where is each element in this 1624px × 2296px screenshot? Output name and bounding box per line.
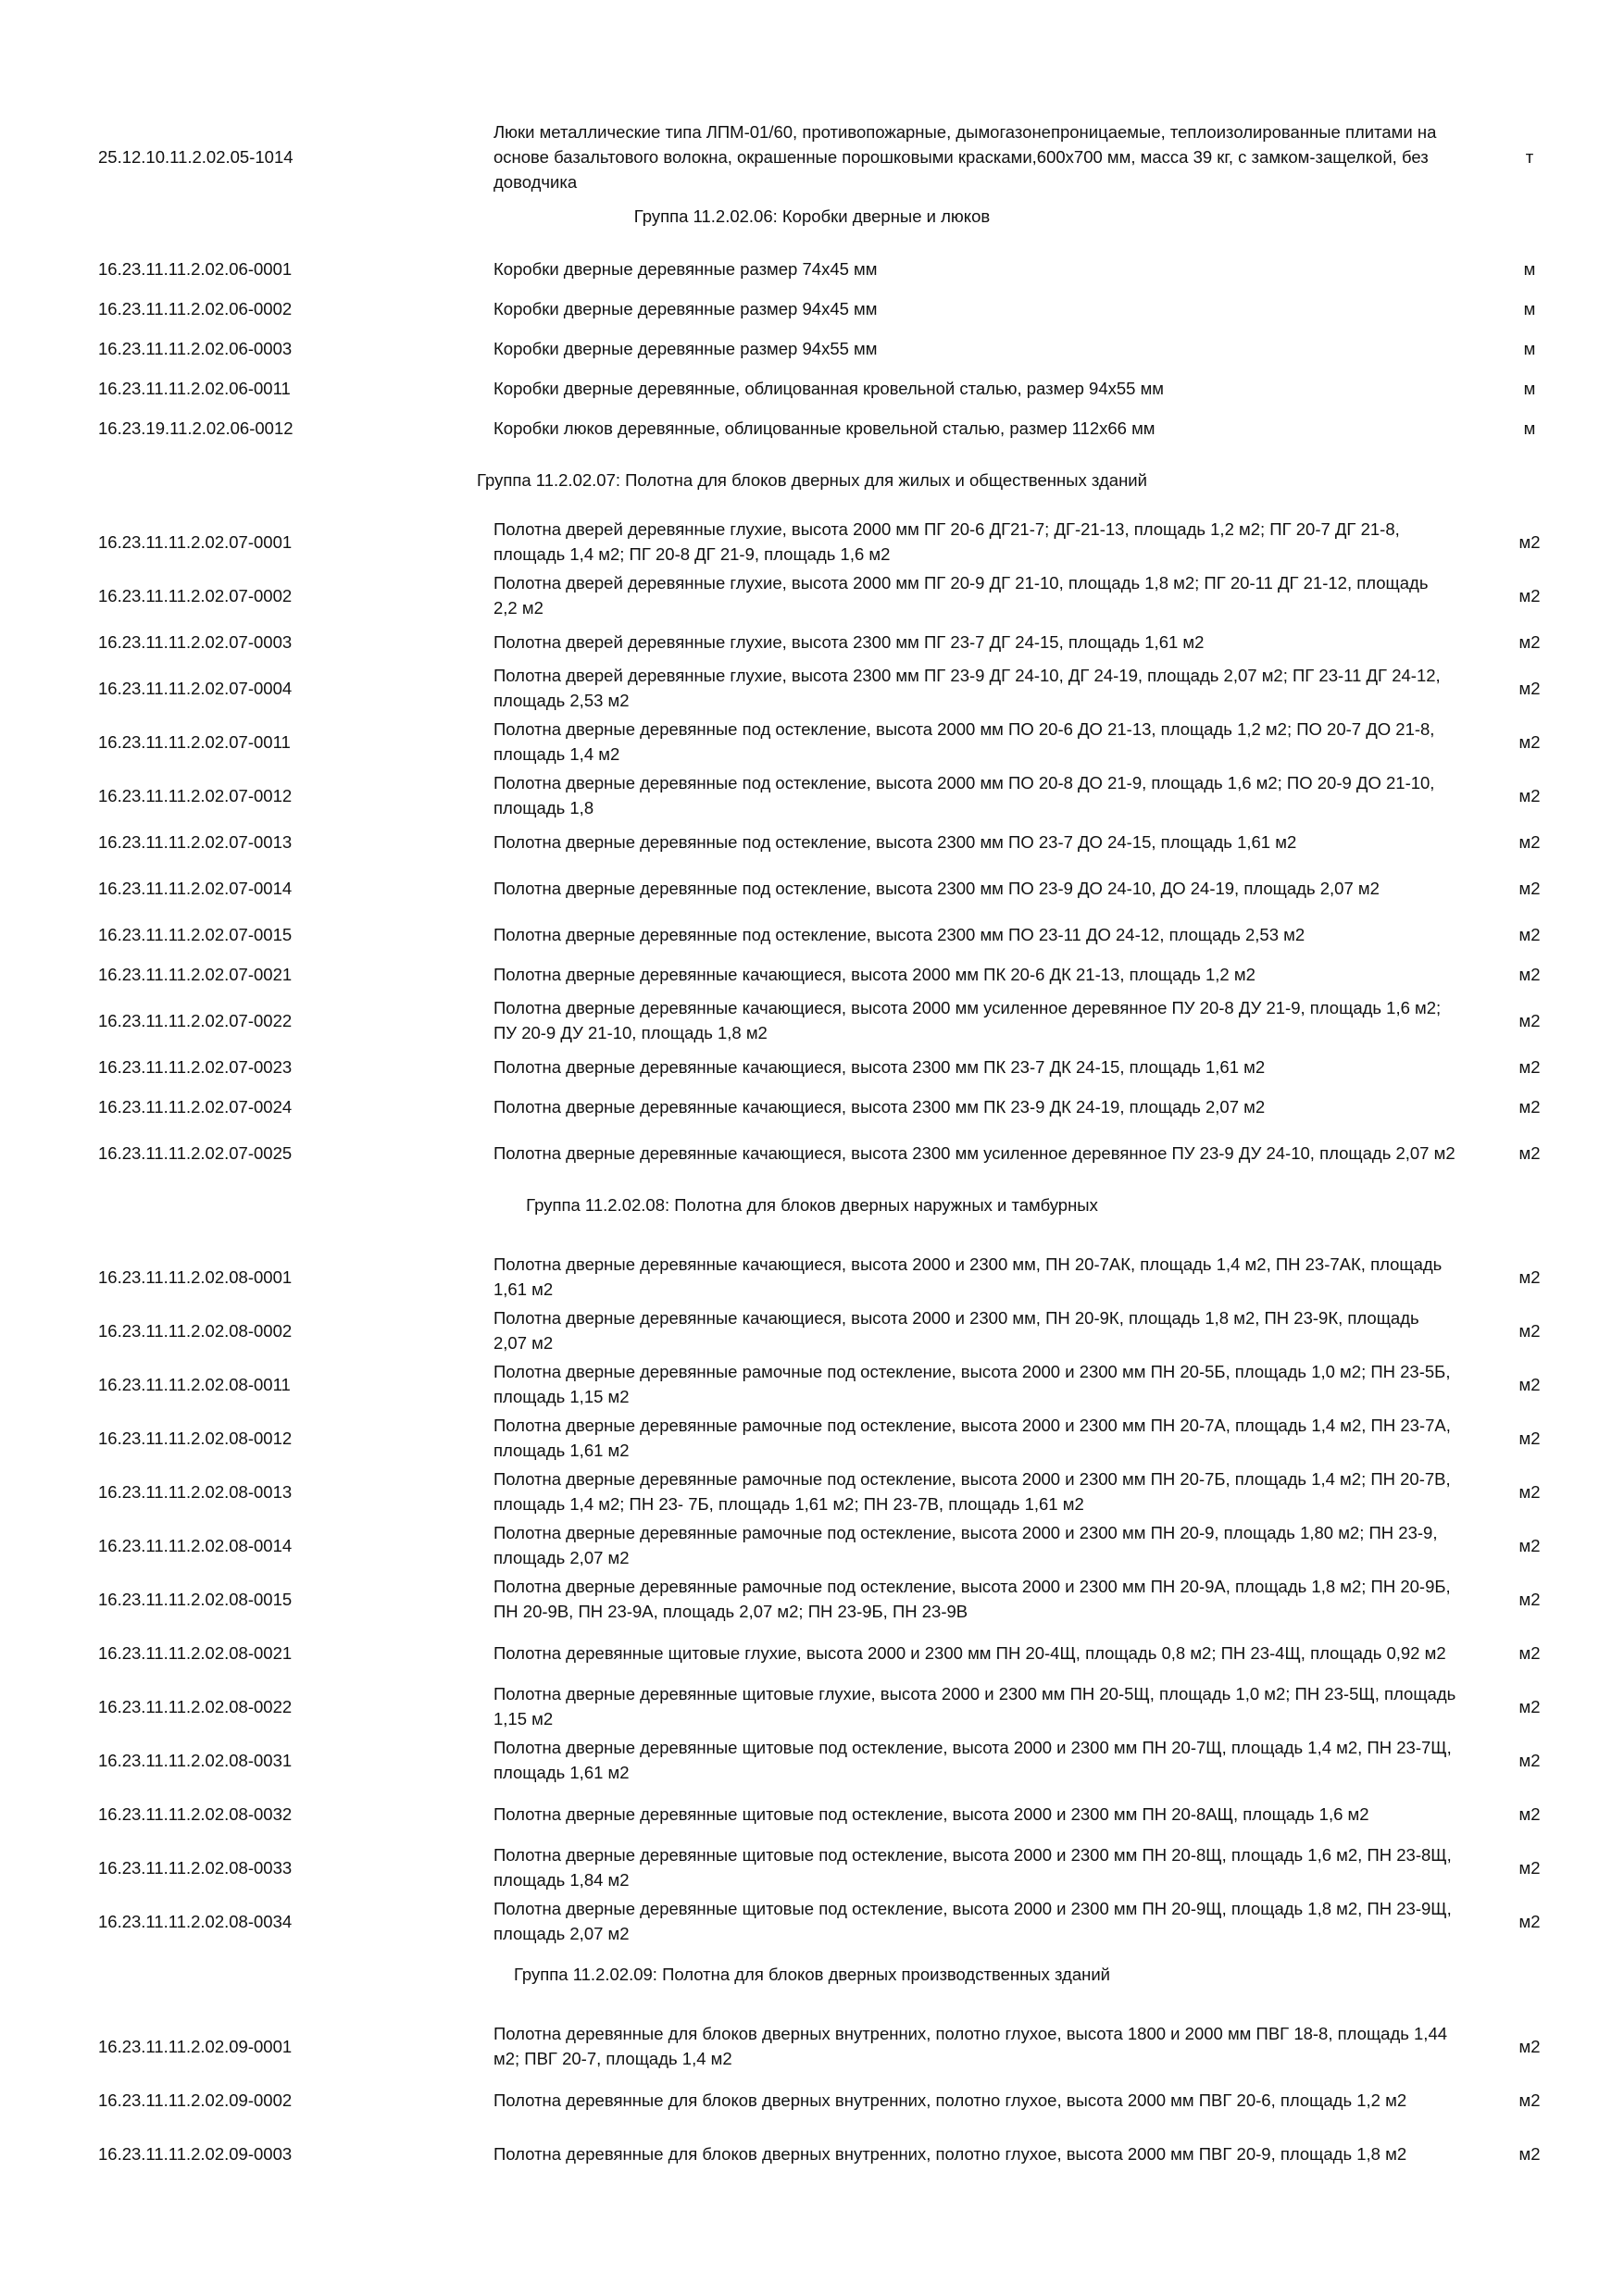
resource-unit: м [1523, 298, 1536, 318]
resource-description: Полотна дверей деревянные глухие, высота 2300 мм ПГ 23-9 ДГ 24-10, ДГ 24-19, площадь 2,07 м2; ПГ 23-11 ДГ 24-12, площадь 2,53 м2 [493, 666, 1441, 710]
resource-code: 16.23.11.11.2.02.07-0002 [98, 585, 293, 605]
resource-code: 16.23.11.11.2.02.08-0001 [98, 1267, 293, 1287]
resource-unit: м2 [1518, 678, 1541, 698]
table-row [0, 371, 1624, 405]
table-row [0, 1462, 1624, 1521]
resource-description: Полотна дверные деревянные качающиеся, высота 2000 и 2300 мм, ПН 20-9К, площадь 1,8 м2, ПН 23-9К, площадь 2,07 м2 [493, 1308, 1419, 1353]
resource-code: 16.23.11.11.2.02.07-0023 [98, 1056, 293, 1077]
resource-description: Полотна дверные деревянные под остекление, высота 2300 мм ПО 23-7 ДО 24-15, площадь 1,61 м2 [493, 831, 1297, 852]
resource-code: 16.23.11.11.2.02.07-0003 [98, 631, 293, 652]
table-row [0, 411, 1624, 444]
resource-unit: м2 [1518, 831, 1541, 852]
group-heading: Группа 11.2.02.07: Полотна для блоков дверных для жилых и общественных зданий [477, 469, 1147, 490]
resource-unit: м2 [1518, 1589, 1541, 1609]
resource-unit: т [1525, 146, 1534, 167]
resource-unit: м2 [1518, 1857, 1541, 1878]
resource-description: Полотна дверные деревянные рамочные под остекление, высота 2000 и 2300 мм ПН 20-9, площадь 1,80 м2; ПН 23-9, площадь 2,07 м2 [493, 1523, 1438, 1567]
resource-description: Полотна дверные деревянные рамочные под остекление, высота 2000 и 2300 мм ПН 20-5Б, площадь 1,0 м2; ПН 23-5Б, площадь 1,15 м2 [493, 1362, 1451, 1406]
table-row [0, 1408, 1624, 1467]
resource-code: 16.23.11.11.2.02.06-0003 [98, 338, 293, 358]
resource-unit: м2 [1518, 1374, 1541, 1394]
resource-unit: м2 [1518, 1642, 1541, 1663]
resource-code: 16.23.11.11.2.02.07-0022 [98, 1010, 293, 1030]
resource-code: 16.23.11.11.2.02.08-0034 [98, 1911, 293, 1931]
resource-code: 16.23.11.11.2.02.08-0014 [98, 1535, 293, 1555]
resource-code: 16.23.11.11.2.02.07-0024 [98, 1096, 293, 1117]
resource-unit: м2 [1518, 785, 1541, 805]
table-row [0, 825, 1624, 858]
resource-unit: м2 [1518, 1056, 1541, 1077]
resource-unit: м2 [1518, 1010, 1541, 1030]
table-row [0, 1891, 1624, 1951]
resource-unit: м2 [1518, 1750, 1541, 1770]
resource-unit: м2 [1518, 1696, 1541, 1716]
resource-unit: м2 [1518, 924, 1541, 944]
table-row [0, 766, 1624, 825]
resource-code: 16.23.11.11.2.02.08-0015 [98, 1589, 293, 1609]
table-row [0, 1050, 1624, 1083]
table-row [0, 991, 1624, 1050]
table-row [0, 2124, 1624, 2183]
resource-description: Полотна деревянные для блоков дверных внутренних, полотно глухое, высота 2000 мм ПВГ 20-6, площадь 1,2 м2 [493, 2090, 1407, 2110]
table-row [0, 1247, 1624, 1306]
resource-code: 16.23.11.11.2.02.07-0014 [98, 878, 293, 898]
resource-unit: м2 [1518, 531, 1541, 552]
resource-code: 16.23.19.11.2.02.06-0012 [98, 418, 294, 438]
resource-description: Полотна дверей деревянные глухие, высота 2000 мм ПГ 20-9 ДГ 21-10, площадь 1,8 м2; ПГ 20-11 ДГ 21-12, площадь 2,2 м2 [493, 573, 1429, 618]
resource-unit: м2 [1518, 2143, 1541, 2164]
table-row [0, 1516, 1624, 1575]
table-row [0, 2016, 1624, 2076]
table-row [0, 1123, 1624, 1182]
resource-description: Коробки дверные деревянные размер 74х45 мм [493, 258, 878, 279]
resource-code: 16.23.11.11.2.02.06-0001 [98, 258, 293, 279]
table-row [0, 1730, 1624, 1790]
resource-description: Полотна дверные деревянные качающиеся, высота 2000 мм усиленное деревянное ПУ 20-8 ДУ 21-9, площадь 1,6 м2; ПУ 20-9 ДУ 21-10, площадь 1,8 м2 [493, 998, 1442, 1042]
resource-unit: м [1523, 378, 1536, 398]
resource-code: 16.23.11.11.2.02.09-0003 [98, 2143, 293, 2164]
resource-code: 16.23.11.11.2.02.08-0033 [98, 1857, 293, 1878]
resource-description: Коробки дверные деревянные размер 94х45 мм [493, 298, 878, 318]
resource-unit: м2 [1518, 1535, 1541, 1555]
table-row [0, 252, 1624, 285]
resource-code: 16.23.11.11.2.02.08-0031 [98, 1750, 293, 1770]
resource-code: 16.23.11.11.2.02.06-0011 [98, 378, 291, 398]
resource-code: 16.23.11.11.2.02.08-0021 [98, 1642, 293, 1663]
table-row [0, 512, 1624, 571]
table-row [0, 1301, 1624, 1360]
resource-description: Полотна деревянные для блоков дверных внутренних, полотно глухое, высота 1800 и 2000 мм ПВГ 18-8, площадь 1,44 м2; ПВГ 20-7, площадь 1,4 м2 [493, 2024, 1448, 2068]
resource-description: Люки металлические типа ЛПМ-01/60, противопожарные, дымогазонепроницаемые, теплоизолированные плитами на основе базальтового волокна, окрашенные порошковыми красками,600х700 мм, масса 39 кг, с замком-защелкой, без доводчика [493, 121, 1437, 192]
resource-description: Коробки дверные деревянные размер 94х55 мм [493, 338, 878, 358]
resource-code: 16.23.11.11.2.02.07-0011 [98, 731, 291, 752]
resource-unit: м2 [1518, 1320, 1541, 1341]
group-heading: Группа 11.2.02.08: Полотна для блоков дверных наружных и тамбурных [526, 1194, 1098, 1215]
resource-unit: м2 [1518, 2036, 1541, 2056]
resource-code: 16.23.11.11.2.02.07-0021 [98, 964, 293, 984]
table-row [0, 110, 1624, 203]
resource-code: 16.23.11.11.2.02.07-0001 [98, 531, 293, 552]
resource-unit: м2 [1518, 1267, 1541, 1287]
resource-code: 16.23.11.11.2.02.07-0015 [98, 924, 293, 944]
resource-unit: м2 [1518, 878, 1541, 898]
table-row [0, 331, 1624, 365]
table-row [0, 712, 1624, 771]
resource-description: Полотна деревянные для блоков дверных внутренних, полотно глухое, высота 2000 мм ПВГ 20-9, площадь 1,8 м2 [493, 2143, 1407, 2164]
resource-code: 16.23.11.11.2.02.07-0004 [98, 678, 293, 698]
resource-code: 25.12.10.11.2.02.05-1014 [98, 146, 294, 167]
resource-unit: м2 [1518, 1142, 1541, 1163]
resource-description: Полотна дверные деревянные качающиеся, высота 2300 мм ПК 23-7 ДК 24-15, площадь 1,61 м2 [493, 1056, 1266, 1077]
resource-description: Полотна дверные деревянные качающиеся, высота 2000 мм ПК 20-6 ДК 21-13, площадь 1,2 м2 [493, 964, 1255, 984]
resource-description: Полотна дверные деревянные под остекление, высота 2300 мм ПО 23-9 ДО 24-10, ДО 24-19, площадь 2,07 м2 [493, 878, 1380, 898]
resource-code: 16.23.11.11.2.02.08-0012 [98, 1428, 293, 1448]
resource-unit: м2 [1518, 585, 1541, 605]
table-row [0, 566, 1624, 625]
resource-description: Коробки люков деревянные, облицованные кровельной сталью, размер 112х66 мм [493, 418, 1156, 438]
resource-code: 16.23.11.11.2.02.07-0025 [98, 1142, 293, 1163]
resource-code: 16.23.11.11.2.02.06-0002 [98, 298, 293, 318]
resource-description: Полотна дверные деревянные щитовые под остекление, высота 2000 и 2300 мм ПН 20-9Щ, площадь 1,8 м2, ПН 23-9Щ, площадь 2,07 м2 [493, 1899, 1452, 1943]
resource-unit: м [1523, 338, 1536, 358]
resource-code: 16.23.11.11.2.02.07-0012 [98, 785, 293, 805]
resource-unit: м2 [1518, 1481, 1541, 1502]
resource-description: Полотна дверные деревянные под остекление, высота 2000 мм ПО 20-8 ДО 21-9, площадь 1,6 м2; ПО 20-9 ДО 21-10, площадь 1,8 [493, 773, 1435, 817]
table-row [0, 858, 1624, 917]
resource-description: Полотна дверные деревянные под остекление, высота 2000 мм ПО 20-6 ДО 21-13, площадь 1,2 м2; ПО 20-7 ДО 21-8, площадь 1,4 м2 [493, 719, 1435, 764]
resource-code: 16.23.11.11.2.02.08-0032 [98, 1803, 293, 1824]
resource-description: Полотна дверные деревянные рамочные под остекление, высота 2000 и 2300 мм ПН 20-9А, площадь 1,8 м2; ПН 20-9Б, ПН 20-9В, ПН 23-9А, площадь 2,07 м2; ПН 23-9Б, ПН 23-9В [493, 1577, 1451, 1621]
resource-unit: м2 [1518, 1803, 1541, 1824]
table-row [0, 1623, 1624, 1682]
resource-unit: м2 [1518, 1428, 1541, 1448]
table-row [0, 957, 1624, 991]
resource-description: Полотна дверные деревянные щитовые под остекление, высота 2000 и 2300 мм ПН 20-7Щ, площадь 1,4 м2, ПН 23-7Щ, площадь 1,61 м2 [493, 1738, 1452, 1782]
table-row [0, 1838, 1624, 1897]
resource-description: Полотна дверей деревянные глухие, высота 2300 мм ПГ 23-7 ДГ 24-15, площадь 1,61 м2 [493, 631, 1205, 652]
table-row [0, 917, 1624, 951]
resource-description: Полотна дверные деревянные рамочные под остекление, высота 2000 и 2300 мм ПН 20-7А, площадь 1,4 м2, ПН 23-7А, площадь 1,61 м2 [493, 1416, 1451, 1460]
resource-description: Полотна дверные деревянные рамочные под остекление, высота 2000 и 2300 мм ПН 20-7Б, площадь 1,4 м2; ПН 20-7В, площадь 1,4 м2; ПН 23- 7Б, площадь 1,61 м2; ПН 23-7В, площадь 1,61 м2 [493, 1469, 1451, 1514]
resource-code: 16.23.11.11.2.02.08-0011 [98, 1374, 291, 1394]
resource-code: 16.23.11.11.2.02.07-0013 [98, 831, 293, 852]
resource-unit: м2 [1518, 2090, 1541, 2110]
resource-description: Полотна дверные деревянные щитовые под остекление, высота 2000 и 2300 мм ПН 20-8Щ, площадь 1,6 м2, ПН 23-8Щ, площадь 1,84 м2 [493, 1845, 1452, 1890]
resource-unit: м2 [1518, 964, 1541, 984]
table-row [0, 292, 1624, 325]
resource-description: Коробки дверные деревянные, облицованная кровельной сталью, размер 94х55 мм [493, 378, 1165, 398]
resource-unit: м [1523, 418, 1536, 438]
table-row [0, 1677, 1624, 1736]
table-row [0, 2070, 1624, 2129]
resource-code: 16.23.11.11.2.02.09-0002 [98, 2090, 293, 2110]
resource-description: Полотна дверные деревянные качающиеся, высота 2300 мм ПК 23-9 ДК 24-19, площадь 2,07 м2 [493, 1096, 1266, 1117]
resource-code: 16.23.11.11.2.02.09-0001 [98, 2036, 293, 2056]
table-row [0, 625, 1624, 658]
group-heading: Группа 11.2.02.09: Полотна для блоков дверных производственных зданий [513, 1964, 1111, 1984]
resource-unit: м2 [1518, 1911, 1541, 1931]
resource-description: Полотна дверей деревянные глухие, высота 2000 мм ПГ 20-6 ДГ21-7; ДГ-21-13, площадь 1,2 м2; ПГ 20-7 ДГ 21-8, площадь 1,4 м2; ПГ 20-8 ДГ 21-9, площадь 1,6 м2 [493, 519, 1400, 564]
table-row [0, 1354, 1624, 1414]
resource-unit: м2 [1518, 1096, 1541, 1117]
resource-code: 16.23.11.11.2.02.08-0002 [98, 1320, 293, 1341]
resource-code: 16.23.11.11.2.02.08-0013 [98, 1481, 293, 1502]
table-row [0, 658, 1624, 718]
resource-description: Полотна дверные деревянные качающиеся, высота 2000 и 2300 мм, ПН 20-7АК, площадь 1,4 м2, ПН 23-7АК, площадь 1,61 м2 [493, 1254, 1443, 1299]
resource-code: 16.23.11.11.2.02.08-0022 [98, 1696, 293, 1716]
resource-unit: м [1523, 258, 1536, 279]
resource-description: Полотна дверные деревянные качающиеся, высота 2300 мм усиленное деревянное ПУ 23-9 ДУ 24-10, площадь 2,07 м2 [493, 1142, 1455, 1163]
resource-description: Полотна дверные деревянные под остекление, высота 2300 мм ПО 23-11 ДО 24-12, площадь 2,53 м2 [493, 924, 1305, 944]
table-row [0, 1784, 1624, 1843]
resource-unit: м2 [1518, 631, 1541, 652]
resource-description: Полотна дверные деревянные щитовые под остекление, высота 2000 и 2300 мм ПН 20-8АЩ, площадь 1,6 м2 [493, 1803, 1369, 1824]
group-heading: Группа 11.2.02.06: Коробки дверные и люков [633, 206, 991, 226]
table-row [0, 1569, 1624, 1628]
resource-description: Полотна дверные деревянные щитовые глухие, высота 2000 и 2300 мм ПН 20-5Щ, площадь 1,0 м2; ПН 23-5Щ, площадь 1,15 м2 [493, 1684, 1456, 1728]
resource-description: Полотна деревянные щитовые глухие, высота 2000 и 2300 мм ПН 20-4Щ, площадь 0,8 м2; ПН 23-4Щ, площадь 0,92 м2 [493, 1642, 1446, 1663]
resource-unit: м2 [1518, 731, 1541, 752]
table-row [0, 1090, 1624, 1123]
